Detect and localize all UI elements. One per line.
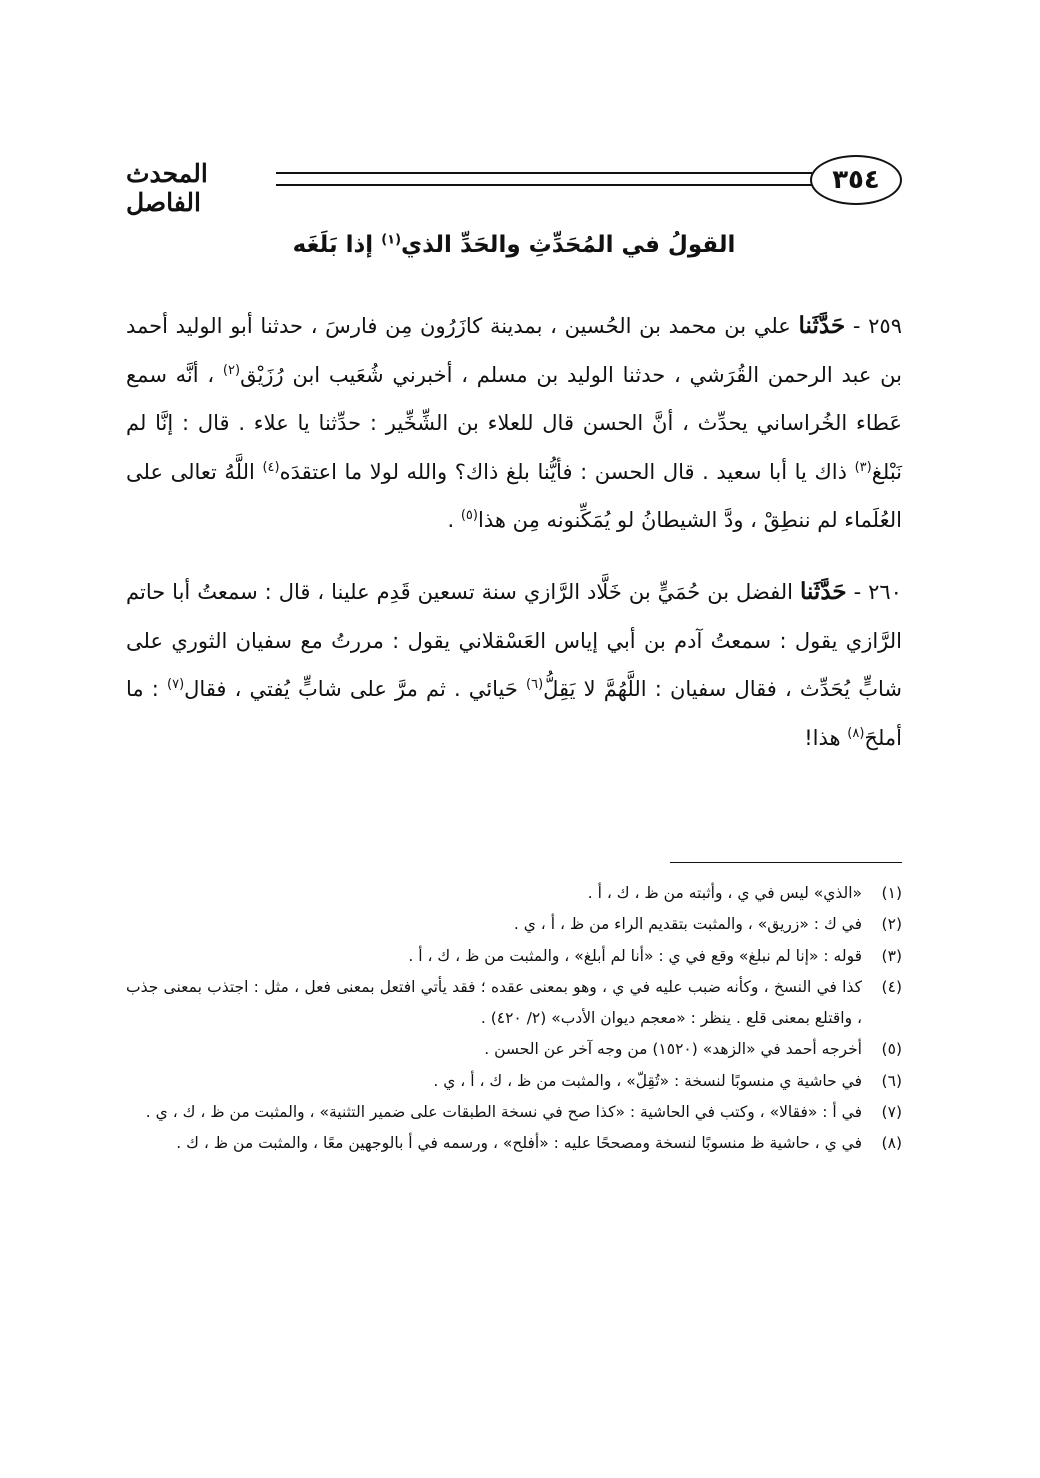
- running-title: المحدث الفاصل: [126, 159, 208, 217]
- footnote-text: قوله : «إنا لم نبلغ» وقع في ي : «أنا لم أبلغ» ، والمثبت من ظ ، ك ، أ .: [408, 946, 862, 965]
- footnote-number: (١): [881, 884, 902, 902]
- footnote: [126, 1066, 902, 1097]
- text-segment: علي بن محمد بن الحُسين ، بمدينة كازَرُون مِن فارسَ ، حدثنا أبو الوليد أحمد بن عبد الرحمن القُرَشي ، حدثنا الوليد بن مسلم ، أخبرني شُعَيب ابن رُزَيْق: [126, 314, 902, 387]
- footnote-ref: (٤): [262, 459, 280, 475]
- footnote-text: في ي ، حاشية ظ منسوبًا لنسخة ومصححًا عليه : «أفلح» ، ورسمه في أ بالوجهين معًا ، والمثبت من ظ ، ك .: [176, 1134, 862, 1153]
- footnote-number: (٦): [881, 1071, 902, 1090]
- footnote-ref: (٣): [854, 459, 872, 475]
- footnote-separator: [670, 862, 902, 863]
- page-number: ٣٥٤: [810, 155, 902, 205]
- text-segment: : ما أملحَ: [126, 677, 902, 750]
- footnote-text: «الذي» ليس في ي ، وأثبته من ظ ، ك ، أ .: [587, 884, 862, 902]
- text-segment: حَيائي . ثم مرَّ على شابٍّ يُفتي ، فقال: [184, 677, 526, 702]
- text-segment: ذاك يا أبا سعيد . قال الحسن : فأيُّنا بلغ ذاك؟ والله لولا ما اعتقدَه: [279, 459, 855, 484]
- footnote-number: (٣): [881, 946, 902, 965]
- footnote-ref: (٨): [847, 725, 865, 741]
- footnote-ref: (٦): [526, 677, 544, 693]
- footnote: [126, 941, 902, 972]
- hadith-number: ٢٥٩ -: [852, 314, 902, 338]
- footnote: [126, 1097, 902, 1128]
- footnote: [126, 972, 902, 1035]
- hadith-lead-word: حَدَّثَنا: [799, 577, 847, 605]
- footnote: [126, 1034, 902, 1065]
- hadith-paragraph: [126, 568, 902, 762]
- footnote-ref: (٧): [167, 677, 185, 693]
- footnote-text: كذا في النسخ ، وكأنه ضبب عليه في ي ، وهو بمعنى عقده ؛ فقد يأتي افتعل بمعنى فعل ، مثل : اجتذب بمعنى جذب ، واقتلع بمعنى قلع . ينظر : «معجم ديوان الأدب» (٢/ ٤٢٠) .: [126, 977, 862, 1028]
- footnote-ref: (١): [381, 232, 402, 248]
- footnote-text: أخرجه أحمد في «الزهد» (١٥٢٠) من وجه آخر عن الحسن .: [484, 1040, 862, 1059]
- section-heading-end: إذا بَلَغَه: [292, 232, 374, 258]
- footnotes: [126, 878, 902, 1160]
- text-segment: ، أنَّه سمع عَطاء الخُراساني يحدِّث ، أنَّ الحسن قال للعلاء بن الشِّخِّير : حدِّثنا يا علاء . قال : إنَّا لم نَبْلغ: [126, 362, 903, 484]
- text-segment: الفضل بن حُمَيٍّ بن خَلَّاد الرَّازي سنة تسعين قَدِم علينا ، قال : سمعتُ أبا حاتم الرَّازي يقول : سمعتُ آدم بن أبي إياس العَسْقلاني يقول : مررتُ مع سفيان الثوري على شابٍّ يُحَدِّث ، فقال سفيان : اللَّهُمَّ لا يَقِلُّ: [126, 579, 902, 702]
- text-segment: هذا!: [804, 725, 848, 750]
- hadith-number: ٢٦٠ -: [853, 579, 902, 604]
- text-segment: .: [447, 508, 461, 533]
- footnote-number: (٥): [881, 1040, 902, 1059]
- footnote-number: (٤): [881, 977, 902, 996]
- footnote-ref: (٥): [460, 508, 478, 524]
- text-segment: اللَّهُ تعالى على العُلَماء لم ننطِقْ ، ودَّ الشيطانُ لو يُمَكِّنونه مِن هذا: [126, 459, 902, 533]
- section-heading: [126, 232, 902, 258]
- footnote-number: (٨): [881, 1134, 902, 1153]
- page-header: [126, 155, 902, 217]
- footnote: [126, 909, 902, 940]
- footnote-text: في أ : «فقالا» ، وكتب في الحاشية : «كذا صح في نسخة الطبقات على ضمير التثنية» ، والمثبت من ظ ، ك ، ي .: [145, 1103, 862, 1122]
- hadith-paragraph: [126, 302, 902, 545]
- main-text: [126, 302, 902, 785]
- header-double-rule: [276, 172, 812, 186]
- footnote-number: (٧): [881, 1103, 902, 1122]
- footnote: [126, 878, 902, 909]
- hadith-lead-word: حَدَّثَنا: [798, 312, 846, 339]
- footnote: [126, 1128, 902, 1159]
- section-heading-text: القولُ في المُحَدِّثِ والحَدِّ الذي: [401, 232, 736, 258]
- footnote-ref: (٢): [222, 362, 241, 378]
- footnote-text: في حاشية ي منسوبًا لنسخة : «تُقِلّ» ، والمثبت من ظ ، ك ، أ ، ي .: [433, 1071, 862, 1090]
- footnote-text: في ك : «زريق» ، والمثبت بتقديم الراء من ظ ، أ ، ي .: [513, 915, 862, 934]
- footnote-number: (٢): [881, 915, 902, 934]
